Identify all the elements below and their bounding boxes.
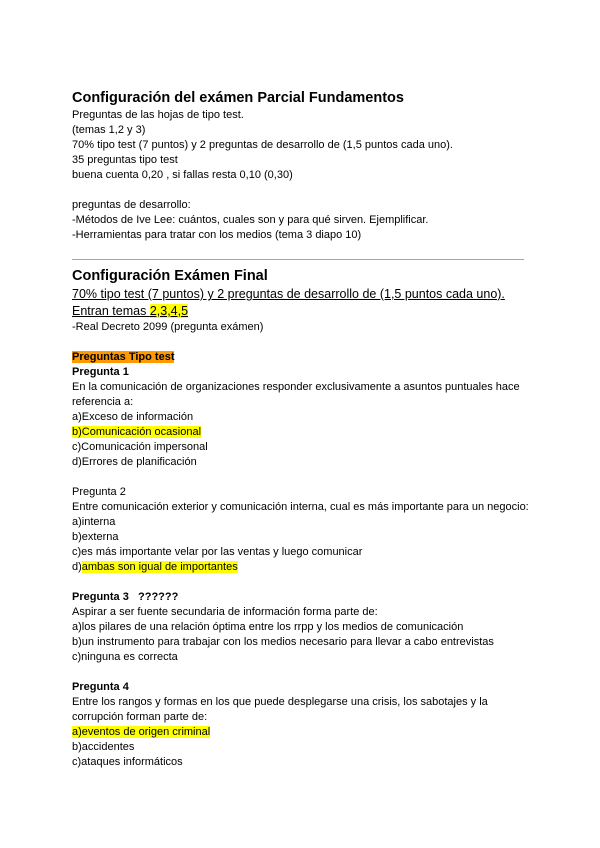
answer-option: b)accidentes: [72, 741, 135, 753]
section2-line: -Real Decreto 2099 (pregunta exámen): [72, 321, 264, 333]
tipo-test-heading-text: Preguntas Tipo test: [72, 351, 175, 363]
horizontal-divider: [72, 259, 524, 260]
section1-title: Configuración del exámen Parcial Fundamentos: [72, 90, 404, 106]
answer-option: b)externa: [72, 531, 119, 543]
question-title: Pregunta 2: [72, 486, 126, 498]
answer-highlight: ambas son igual de importantes: [81, 561, 238, 573]
section2-line: 70% tipo test (7 puntos) y 2 preguntas de desarrollo de (1,5 puntos cada uno).: [72, 287, 505, 301]
answer-option: a)Exceso de información: [72, 411, 194, 423]
section2-topics: [72, 303, 532, 320]
answer-option-correct: [72, 425, 532, 440]
question-text: En la comunicación de organizaciones responder exclusivamente a asuntos puntuales hace referencia a:: [72, 381, 520, 408]
dev-question-item: -Métodos de Ive Lee: cuántos, cuales son y para qué sirven. Ejemplificar.: [72, 214, 429, 226]
section1-line: 70% tipo test (7 puntos) y 2 preguntas de desarrollo de (1,5 puntos cada uno).: [72, 139, 453, 151]
answer-option: c)ninguna es correcta: [72, 651, 178, 663]
answer-option: c)es más importante velar por las ventas y luego comunicar: [72, 546, 363, 558]
answer-option: b)un instrumento para trabajar con los medios necesario para llevar a cabo entrevistas: [72, 636, 494, 648]
section1-line: Preguntas de las hojas de tipo test.: [72, 109, 244, 121]
topics-prefix: Entran temas: [72, 304, 150, 318]
question-title: Pregunta 4: [72, 681, 129, 693]
question-text: Entre los rangos y formas en los que puede desplegarse una crisis, los sabotajes y la corrupción forman parte de:: [72, 696, 488, 723]
question-text: Entre comunicación exterior y comunicación interna, cual es más importante para un negocio:: [72, 501, 529, 513]
answer-highlight: b)Comunicación ocasional: [72, 426, 202, 438]
answer-highlight: a)eventos de origen criminal: [72, 726, 211, 738]
answer-prefix: d): [72, 561, 82, 573]
question-text: Aspirar a ser fuente secundaria de información forma parte de:: [72, 606, 378, 618]
dev-question-item: -Herramientas para tratar con los medios (tema 3 diapo 10): [72, 229, 362, 241]
section1-line: buena cuenta 0,20 , si fallas resta 0,10 (0,30): [72, 169, 293, 181]
answer-option-correct: [72, 560, 532, 575]
dev-questions-title: preguntas de desarrollo:: [72, 199, 191, 211]
answer-option: c)Comunicación impersonal: [72, 441, 208, 453]
answer-option: c)ataques informáticos: [72, 756, 183, 768]
question-title: Pregunta 3 ??????: [72, 591, 179, 603]
tipo-test-heading: [72, 350, 532, 365]
section1-line: 35 preguntas tipo test: [72, 154, 178, 166]
section1-line: (temas 1,2 y 3): [72, 124, 146, 136]
document-content: [72, 88, 532, 770]
answer-option: d)Errores de planificación: [72, 456, 197, 468]
topics-highlight: 2,3,4,5: [149, 304, 189, 318]
question-title: Pregunta 1: [72, 366, 129, 378]
section2-title: Configuración Exámen Final: [72, 268, 268, 284]
answer-option: a)interna: [72, 516, 116, 528]
answer-option-correct: [72, 725, 532, 740]
answer-option: a)los pilares de una relación óptima entre los rrpp y los medios de comunicación: [72, 621, 464, 633]
